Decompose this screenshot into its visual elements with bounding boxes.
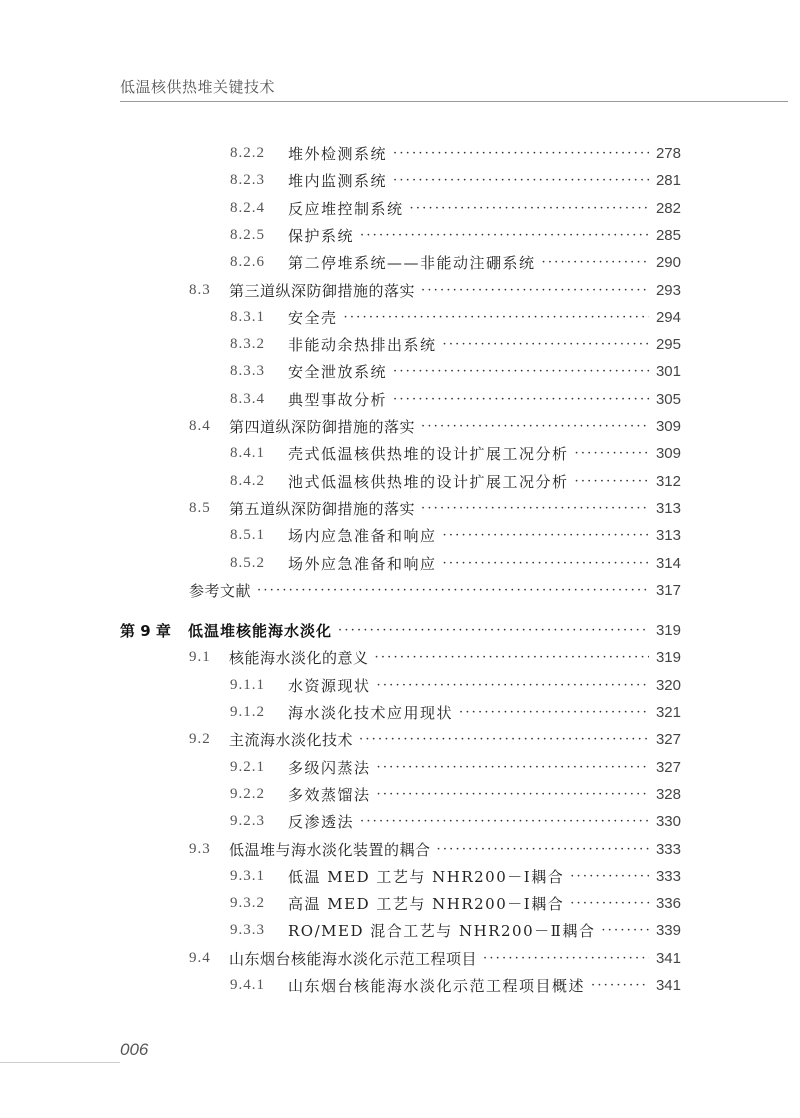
toc-entry-page: 301 <box>655 363 681 381</box>
dot-leader <box>575 474 649 489</box>
dot-leader <box>344 310 649 325</box>
toc-entry-title: 主流海水淡化技术 <box>229 731 354 750</box>
toc-entry-title: 壳式低温核供热堆的设计扩展工况分析 <box>288 445 569 464</box>
toc-entry-page: 278 <box>655 145 681 162</box>
toc-entry-number: 8.3.3 <box>230 363 265 380</box>
toc-entry <box>230 699 681 726</box>
toc-entry-page: 313 <box>655 527 681 545</box>
toc-entry-title: 多级闪蒸法 <box>288 758 371 777</box>
toc-entry <box>230 890 681 917</box>
toc-entry <box>230 863 681 890</box>
dot-leader <box>443 528 649 543</box>
dot-leader <box>393 392 649 407</box>
toc-entry-page: 328 <box>655 785 681 803</box>
toc-entry-title: 反渗透法 <box>288 813 355 832</box>
toc-entry-title: 低温堆与海水淡化装置的耦合 <box>229 840 431 859</box>
toc-entry-title: 反应堆控制系统 <box>288 199 404 218</box>
page-number: 006 <box>120 1040 149 1059</box>
dot-leader <box>459 705 649 720</box>
toc-entry-title: 低温 MED 工艺与 NHR200－Ⅰ耦合 <box>288 867 565 886</box>
dot-leader <box>421 419 649 434</box>
toc-entry <box>189 413 681 440</box>
toc-entry-page: 319 <box>655 649 681 667</box>
toc-entry <box>230 331 681 358</box>
dot-leader <box>377 787 649 802</box>
toc-entry-number: 8.4 <box>189 418 211 434</box>
toc-entry <box>230 167 681 194</box>
dot-leader <box>377 678 649 693</box>
toc-entry-page: 321 <box>655 704 681 721</box>
toc-entry-number: 9.1 <box>189 649 211 666</box>
toc-entry-title: 堆内监测系统 <box>288 172 388 191</box>
toc-entry-title: 参考文献 <box>189 581 252 600</box>
toc-entry-page: 333 <box>655 840 681 858</box>
toc-entry-title: 第四道纵深防御措施的落实 <box>229 418 416 436</box>
toc-entry <box>189 644 681 671</box>
dot-leader <box>421 501 649 516</box>
toc-entry-page: 319 <box>655 622 681 640</box>
toc-entry <box>189 945 681 972</box>
toc-entry-page: 339 <box>655 922 681 940</box>
toc-entry <box>230 195 681 222</box>
toc-entry <box>230 522 681 549</box>
toc-entry-page: 336 <box>655 895 681 913</box>
toc-entry-number: 8.5.2 <box>230 554 265 571</box>
toc-entry-number: 8.3 <box>189 281 211 298</box>
toc-entry-page: 281 <box>655 172 681 190</box>
toc-entry-number: 8.5 <box>189 499 211 516</box>
dot-leader <box>257 583 649 598</box>
toc-entry-page: 341 <box>655 949 681 967</box>
dot-leader <box>570 869 649 884</box>
toc-entry-page: 333 <box>655 867 681 885</box>
toc-entry-number: 8.2.6 <box>230 254 265 271</box>
dot-leader <box>377 760 649 775</box>
toc-entry-number: 9.1.2 <box>230 704 265 720</box>
dot-leader <box>393 173 649 188</box>
toc-entry-number: 8.2.3 <box>230 172 265 189</box>
toc-entry-page: 313 <box>655 499 681 517</box>
toc-entry <box>230 304 681 331</box>
toc-entry-number: 8.2.5 <box>230 226 265 243</box>
toc-entry <box>230 808 681 835</box>
toc-entry-number: 9.4.1 <box>230 977 265 993</box>
dot-leader <box>575 446 649 461</box>
toc-entry-page: 341 <box>655 977 681 994</box>
toc-entry-title: 安全泄放系统 <box>288 363 388 382</box>
toc-entry-page: 293 <box>655 281 681 299</box>
toc-entry-title: 高温 MED 工艺与 NHR200－Ⅰ耦合 <box>288 895 565 914</box>
toc-entry-page: 305 <box>655 390 681 408</box>
header-rule <box>120 101 788 102</box>
toc-entry-title: 典型事故分析 <box>288 390 388 409</box>
toc-entry-title: 水资源现状 <box>288 676 371 695</box>
toc-entry-page: 330 <box>655 813 681 831</box>
toc-entry <box>230 754 681 781</box>
toc-entry-page: 312 <box>655 472 681 490</box>
toc-entry <box>189 277 681 304</box>
toc-entry-number: 9.3.1 <box>230 867 265 884</box>
toc-entry-page: 314 <box>655 554 681 572</box>
running-header: 低温核供热堆关键技术 <box>120 78 276 96</box>
toc-entry <box>230 440 681 467</box>
toc-entry-title: 低温堆核能海水淡化 <box>188 622 333 641</box>
toc-entry-page: 294 <box>655 308 681 326</box>
dot-leader <box>591 978 649 993</box>
toc-entry-title: 山东烟台核能海水淡化示范工程项目概述 <box>288 977 586 995</box>
dot-leader <box>601 923 649 938</box>
toc-entry-title: RO/MED 混合工艺与 NHR200－Ⅱ耦合 <box>288 922 596 941</box>
toc-entry-title: 海水淡化技术应用现状 <box>288 704 454 722</box>
toc-entry <box>230 672 681 699</box>
toc-entry-number: 9.2.2 <box>230 785 265 802</box>
toc-entry-title: 核能海水淡化的意义 <box>229 649 369 668</box>
toc-entry-title: 第三道纵深防御措施的落实 <box>229 281 416 300</box>
toc-entry-number: 9.2.1 <box>230 758 265 775</box>
dot-leader <box>421 283 649 298</box>
toc-entry-page: 282 <box>655 199 681 217</box>
dot-leader <box>338 623 649 638</box>
toc-entry <box>230 972 681 999</box>
toc-entry <box>230 781 681 808</box>
toc-entry-number: 9.3.2 <box>230 895 265 912</box>
toc-entry-number: 9.3.3 <box>230 922 265 939</box>
toc-entry-number: 8.2.2 <box>230 145 265 161</box>
toc-entry <box>230 550 681 577</box>
toc-entry-title: 第五道纵深防御措施的落实 <box>229 499 416 518</box>
toc-entry-number: 9.2.3 <box>230 813 265 830</box>
toc-entry-number: 8.4.2 <box>230 472 265 489</box>
toc-entry <box>230 358 681 385</box>
toc-entry-title: 安全壳 <box>288 308 338 327</box>
toc-entry-page: 327 <box>655 731 681 749</box>
toc-entry <box>189 836 681 863</box>
dot-leader <box>360 814 649 829</box>
toc-entry-number: 8.4.1 <box>230 445 265 462</box>
toc-entry-page: 290 <box>655 254 681 272</box>
toc-entry <box>230 222 681 249</box>
dot-leader <box>360 228 649 243</box>
toc-entry-number: 8.3.2 <box>230 336 265 353</box>
toc-entry-number: 8.5.1 <box>230 527 265 544</box>
dot-leader <box>359 732 649 747</box>
toc-entry-number: 8.3.4 <box>230 390 265 407</box>
toc-entry-title: 场外应急准备和响应 <box>288 554 437 573</box>
footer-rule <box>0 1062 120 1063</box>
toc-entry-title: 保护系统 <box>288 226 355 245</box>
toc-entry <box>189 726 681 753</box>
toc-entry-number: 9.2 <box>189 731 211 748</box>
toc-entry <box>230 917 681 944</box>
toc-entry-number: 9.3 <box>189 840 211 857</box>
dot-leader <box>393 364 649 379</box>
toc-entry-title: 非能动余热排出系统 <box>288 336 437 355</box>
toc-entry-number: 9.1.1 <box>230 676 265 693</box>
toc-entry <box>230 249 681 276</box>
toc-entry-page: 327 <box>655 758 681 776</box>
dot-leader <box>410 201 649 216</box>
toc-entry-number: 8.3.1 <box>230 308 265 325</box>
toc-entry <box>189 495 681 522</box>
toc-entry <box>189 577 681 604</box>
toc-entry-page: 320 <box>655 676 681 694</box>
dot-leader <box>483 951 649 966</box>
toc-entry-number: 第 9 章 <box>120 622 171 641</box>
toc-entry-page: 317 <box>655 581 681 599</box>
toc-entry-title: 堆外检测系统 <box>288 145 388 163</box>
dot-leader <box>542 255 649 270</box>
toc-entry <box>230 140 681 167</box>
dot-leader <box>437 842 649 857</box>
toc-entry <box>120 617 681 644</box>
toc-entry-title: 第二停堆系统——非能动注硼系统 <box>288 254 536 273</box>
toc-entry-page: 309 <box>655 445 681 463</box>
toc-entry-number: 9.4 <box>189 949 211 966</box>
toc-entry-title: 多效蒸馏法 <box>288 785 371 804</box>
toc-entry-number: 8.2.4 <box>230 199 265 216</box>
toc-entry-page: 295 <box>655 336 681 354</box>
dot-leader <box>393 146 649 161</box>
toc-entry-title: 池式低温核供热堆的设计扩展工况分析 <box>288 472 569 491</box>
toc-entry-page: 309 <box>655 418 681 435</box>
toc-entry-title: 场内应急准备和响应 <box>288 527 437 546</box>
toc-entry-page: 285 <box>655 226 681 244</box>
dot-leader <box>570 896 649 911</box>
toc-entry <box>230 386 681 413</box>
toc-entry-title: 山东烟台核能海水淡化示范工程项目 <box>229 949 478 968</box>
toc-entry <box>230 468 681 495</box>
dot-leader <box>443 337 649 352</box>
dot-leader <box>375 650 649 665</box>
dot-leader <box>443 556 649 571</box>
